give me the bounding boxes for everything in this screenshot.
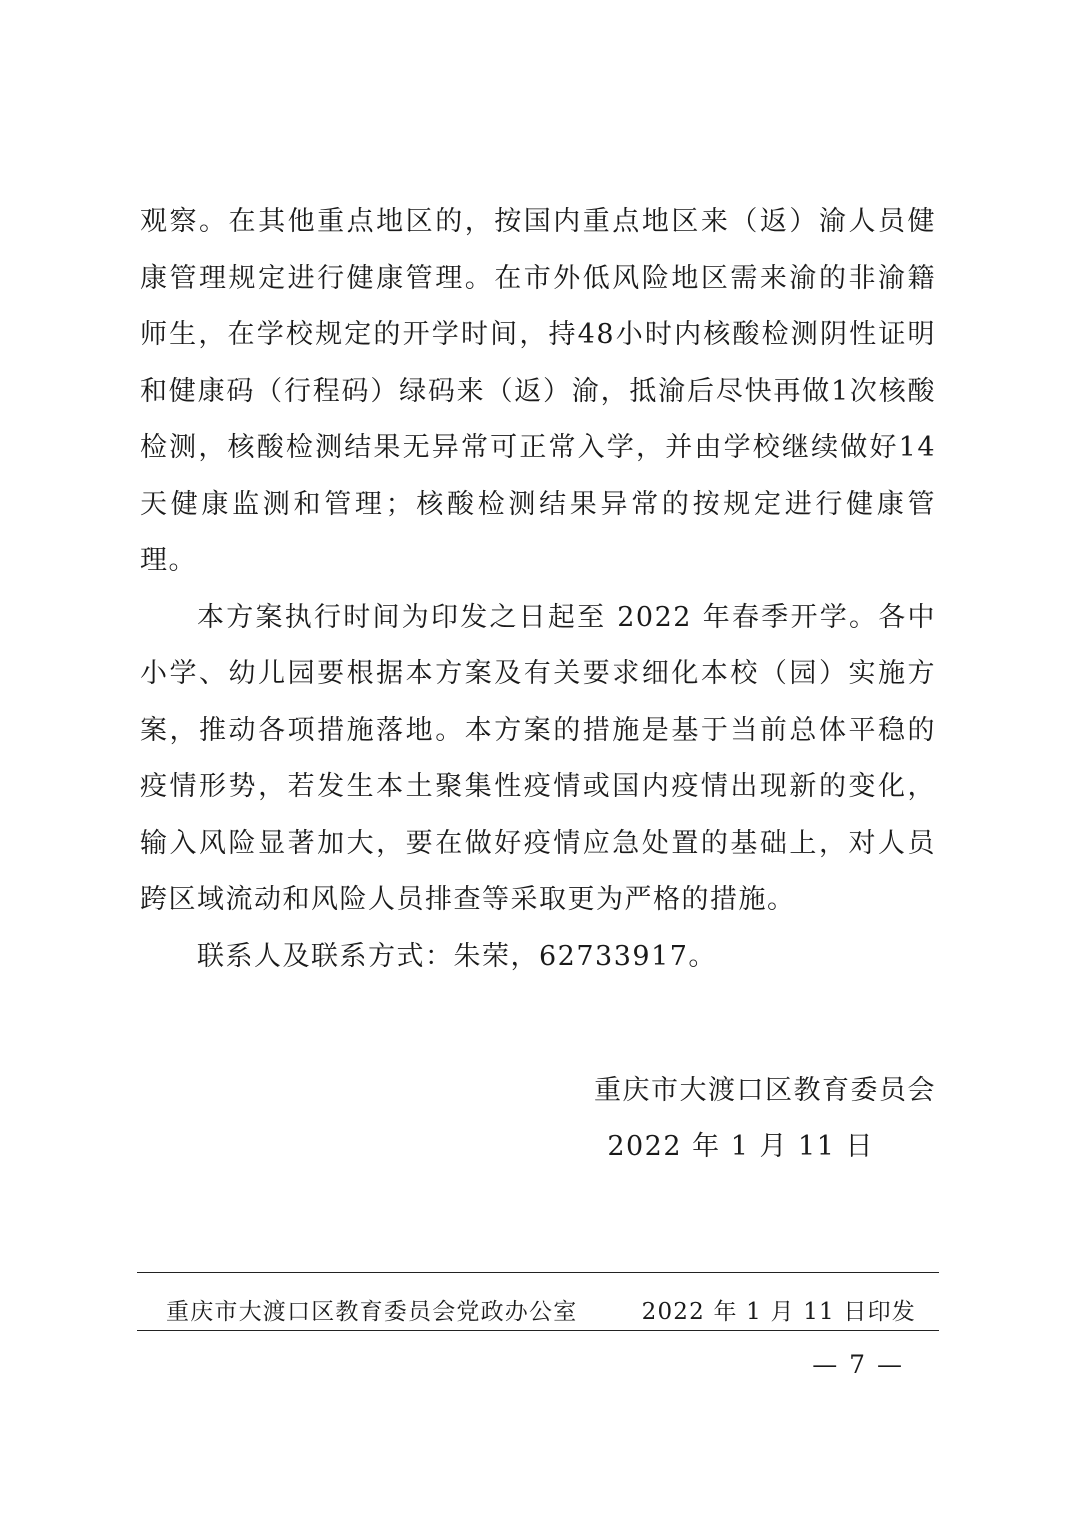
footer-issuer: 重庆市大渡口区教育委员会党政办公室: [166, 1299, 578, 1325]
signature-organization: 重庆市大渡口区教育委员会: [594, 1075, 936, 1106]
footer-rule-bottom: [137, 1330, 939, 1331]
paragraph-2: 本方案执行时间为印发之日起至 2022 年春季开学。各中小学、幼儿园要根据本方案及有关要求细化本校（园）实施方案，推动各项措施落地。本方案的措施是基于当前总体平稳的疫情形势，若发生本土聚集性疫情或国内疫情出现新的变化，输入风险显著加大，要在做好疫情应急处置的基础上，对人员跨区域流动和风险人员排查等采取更为严格的措施。: [140, 601, 936, 915]
paragraph-contact: 联系人及联系方式：朱荣，62733917。: [197, 940, 717, 972]
document-body: [140, 194, 936, 985]
signature-date: 2022 年 1 月 11 日: [607, 1131, 874, 1162]
footer-issue-date: 2022 年 1 月 11 日印发: [641, 1299, 916, 1325]
footer-rule-top: [137, 1272, 939, 1273]
paragraph-1: 观察。在其他重点地区的，按国内重点地区来（返）渝人员健康管理规定进行健康管理。在市外低风险地区需来渝的非渝籍师生，在学校规定的开学时间，持48小时内核酸检测阴性证明和健康码（行程码）绿码来（返）渝，抵渝后尽快再做1次核酸检测，核酸检测结果无异常可正常入学，并由学校继续做好14天健康监测和管理；核酸检测结果异常的按规定进行健康管理。: [140, 206, 936, 576]
page-number: — 7 —: [812, 1350, 904, 1379]
